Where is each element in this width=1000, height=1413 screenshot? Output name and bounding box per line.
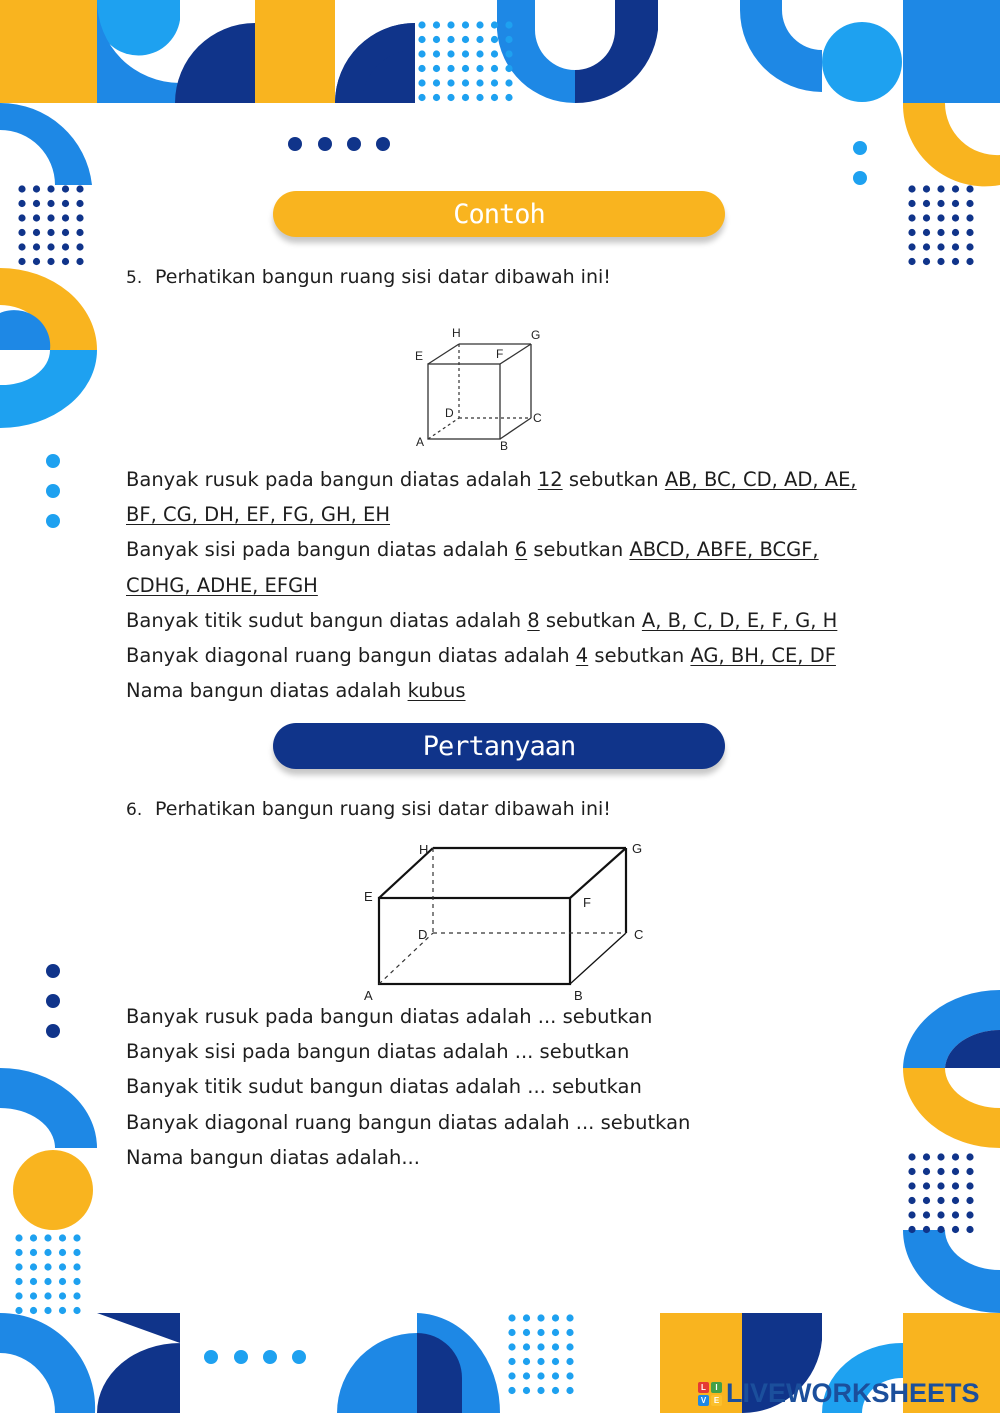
deco-shape: [13, 1150, 93, 1230]
example-prompt-text: Perhatikan bangun ruang sisi datar dibawah ini!: [155, 266, 611, 288]
deco-dot: [952, 1197, 959, 1204]
deco-dot: [566, 1343, 573, 1350]
deco-dot: [937, 214, 944, 221]
example-number: 5.: [126, 268, 143, 288]
deco-dot: [44, 1263, 51, 1270]
deco-dot: [76, 200, 83, 207]
deco-dot: [418, 65, 425, 72]
deco-dot: [15, 1234, 22, 1241]
edges-mid: sebutkan: [562, 468, 665, 491]
deco-dot: [15, 1249, 22, 1256]
deco-dot: [44, 1234, 51, 1241]
deco-dot: [952, 229, 959, 236]
question-name-line: Nama bangun diatas adalah...: [126, 1145, 420, 1169]
example-prompt: [126, 266, 611, 288]
name-answer: kubus: [407, 679, 466, 703]
deco-shape: [903, 0, 1000, 103]
deco-dot: [552, 1329, 559, 1336]
deco-dot: [908, 243, 915, 250]
deco-dot: [523, 1372, 530, 1379]
vertices-mid: sebutkan: [539, 608, 642, 632]
diagonals-count: 4: [575, 644, 589, 668]
deco-dot: [462, 79, 469, 86]
deco-dot: [76, 229, 83, 236]
deco-dot: [418, 50, 425, 57]
deco-dot: [966, 258, 973, 265]
cube-label-e: E: [415, 349, 424, 363]
deco-dot: [923, 1153, 930, 1160]
cube-label-f: F: [496, 347, 504, 361]
deco-dot: [62, 185, 69, 192]
deco-shape: [263, 1350, 277, 1364]
deco-dot: [73, 1263, 80, 1270]
question-vertices-line: Banyak titik sudut bangun diatas adalah ... sebutkan: [126, 1075, 642, 1099]
deco-dot: [62, 229, 69, 236]
deco-dot: [15, 1278, 22, 1285]
cube-edge: [428, 344, 459, 364]
deco-dot: [447, 36, 454, 43]
deco-dot: [447, 50, 454, 57]
cuboid-label-c: C: [634, 927, 644, 942]
liveworksheets-logo-icon: [698, 1382, 722, 1406]
deco-dot: [923, 1168, 930, 1175]
deco-dot: [62, 214, 69, 221]
deco-dot: [33, 258, 40, 265]
deco-dot: [908, 185, 915, 192]
deco-dot: [937, 1153, 944, 1160]
deco-dot: [30, 1249, 37, 1256]
deco-shape: [318, 137, 332, 151]
deco-dot: [505, 36, 512, 43]
cube-label-h: H: [452, 326, 461, 340]
deco-dot: [952, 258, 959, 265]
deco-dot: [18, 229, 25, 236]
deco-shape: [97, 1313, 180, 1413]
deco-dot: [505, 65, 512, 72]
contoh-banner: [273, 191, 725, 237]
deco-dot: [923, 1182, 930, 1189]
example-diagonals-line: [126, 638, 886, 673]
deco-dot: [30, 1307, 37, 1314]
deco-dot: [908, 1182, 915, 1189]
deco-dot: [952, 1182, 959, 1189]
deco-dot: [433, 79, 440, 86]
deco-dot: [552, 1358, 559, 1365]
cuboid-edge: [570, 848, 626, 898]
logo-letter: L: [698, 1382, 709, 1393]
cuboid-label-b: B: [574, 988, 583, 1003]
deco-dot: [47, 258, 54, 265]
deco-dot: [73, 1278, 80, 1285]
deco-dot: [937, 258, 944, 265]
deco-dot: [76, 214, 83, 221]
deco-dot: [537, 1343, 544, 1350]
deco-dot: [30, 1263, 37, 1270]
deco-dot: [491, 21, 498, 28]
deco-dot: [966, 1182, 973, 1189]
deco-shape: [903, 103, 1000, 186]
deco-dot: [462, 94, 469, 101]
deco-dot: [447, 65, 454, 72]
deco-dot: [552, 1372, 559, 1379]
deco-dot: [73, 1307, 80, 1314]
deco-dot: [566, 1358, 573, 1365]
deco-dot: [62, 258, 69, 265]
deco-dot: [908, 200, 915, 207]
deco-dot: [537, 1387, 544, 1394]
deco-dot: [937, 185, 944, 192]
deco-shape: [204, 1350, 218, 1364]
deco-dot: [447, 79, 454, 86]
deco-dot: [33, 229, 40, 236]
deco-dot: [18, 243, 25, 250]
deco-dot: [59, 1263, 66, 1270]
deco-dot: [18, 258, 25, 265]
deco-dot: [30, 1292, 37, 1299]
vertices-list: A, B, C, D, E, F, G, H: [641, 608, 838, 632]
deco-dot: [505, 94, 512, 101]
deco-dot: [952, 214, 959, 221]
cube-edge: [500, 418, 531, 439]
deco-shape: [255, 0, 335, 103]
deco-dot: [566, 1329, 573, 1336]
deco-shape: [46, 484, 60, 498]
deco-dot: [937, 1182, 944, 1189]
deco-dot: [508, 1372, 515, 1379]
deco-dot: [966, 200, 973, 207]
deco-dot: [30, 1234, 37, 1241]
deco-dot: [908, 1226, 915, 1233]
example-name-line: [126, 673, 886, 708]
deco-dot: [952, 243, 959, 250]
deco-dot: [952, 1211, 959, 1218]
deco-dot: [923, 1197, 930, 1204]
deco-dot: [76, 258, 83, 265]
edges-count: 12: [537, 468, 563, 491]
deco-dot: [537, 1314, 544, 1321]
deco-dot: [952, 1168, 959, 1175]
deco-dot: [47, 185, 54, 192]
contoh-banner-label: Contoh: [453, 198, 545, 230]
deco-dot: [908, 1168, 915, 1175]
deco-dot: [59, 1307, 66, 1314]
deco-dot: [923, 229, 930, 236]
deco-dot: [505, 50, 512, 57]
deco-dot: [523, 1387, 530, 1394]
deco-dot: [476, 79, 483, 86]
deco-dot: [566, 1372, 573, 1379]
deco-dot: [966, 1226, 973, 1233]
example-faces-line: [126, 532, 886, 602]
deco-dot: [44, 1278, 51, 1285]
deco-dot: [937, 1211, 944, 1218]
deco-dot: [47, 243, 54, 250]
deco-dot: [508, 1358, 515, 1365]
deco-dot: [923, 258, 930, 265]
faces-count: 6: [514, 538, 528, 562]
deco-dot: [418, 21, 425, 28]
deco-dot: [433, 94, 440, 101]
deco-dot: [952, 185, 959, 192]
deco-dot: [462, 21, 469, 28]
deco-dot: [62, 200, 69, 207]
deco-shape: [0, 350, 97, 428]
deco-dot: [44, 1249, 51, 1256]
deco-shape: [0, 103, 92, 185]
pertanyaan-banner: [273, 723, 725, 769]
question-prompt: [126, 798, 611, 820]
deco-dot: [523, 1358, 530, 1365]
deco-dot: [566, 1387, 573, 1394]
deco-shape: [337, 1333, 417, 1413]
deco-dot: [923, 243, 930, 250]
diagonals-mid: sebutkan: [588, 644, 691, 668]
deco-dot: [523, 1314, 530, 1321]
deco-dot: [537, 1358, 544, 1365]
deco-dot: [73, 1249, 80, 1256]
diagonals-list: AG, BH, CE, DF: [690, 644, 836, 668]
deco-dot: [44, 1292, 51, 1299]
deco-dot: [952, 1226, 959, 1233]
deco-dot: [47, 214, 54, 221]
deco-dot: [418, 79, 425, 86]
deco-dot: [966, 185, 973, 192]
deco-dot: [15, 1307, 22, 1314]
deco-dot: [966, 1211, 973, 1218]
deco-dot: [59, 1292, 66, 1299]
deco-dot: [476, 94, 483, 101]
deco-dot: [566, 1314, 573, 1321]
deco-dot: [952, 1153, 959, 1160]
faces-text: Banyak sisi pada bangun diatas adalah: [126, 538, 515, 562]
question-edges-line: Banyak rusuk pada bangun diatas adalah ... sebutkan: [126, 1005, 653, 1028]
deco-shape: [575, 0, 658, 103]
deco-dot: [476, 36, 483, 43]
deco-dot: [552, 1343, 559, 1350]
deco-dot: [923, 1226, 930, 1233]
deco-dot: [433, 50, 440, 57]
deco-dot: [491, 79, 498, 86]
cube-hidden-edge: [428, 418, 459, 439]
question-faces-line: Banyak sisi pada bangun diatas adalah ... sebutkan: [126, 1040, 630, 1064]
cube-figure: [410, 322, 560, 454]
deco-dot: [76, 185, 83, 192]
deco-dot: [552, 1387, 559, 1394]
vertices-text: Banyak titik sudut bangun diatas adalah: [126, 608, 528, 632]
deco-dot: [476, 65, 483, 72]
deco-shape: [46, 1024, 60, 1038]
question-lines: [126, 999, 886, 1175]
deco-dot: [59, 1234, 66, 1241]
deco-dot: [966, 1197, 973, 1204]
question-diagonals-line: Banyak diagonal ruang bangun diatas adalah ... sebutkan: [126, 1110, 691, 1134]
example-answers: [126, 462, 886, 708]
deco-dot: [966, 1168, 973, 1175]
deco-shape: [347, 137, 361, 151]
logo-letter: V: [698, 1395, 709, 1406]
vertices-count: 8: [527, 608, 540, 632]
deco-dot: [491, 65, 498, 72]
deco-dot: [966, 229, 973, 236]
deco-dot: [937, 1226, 944, 1233]
deco-dot: [491, 94, 498, 101]
deco-dot: [952, 200, 959, 207]
edges-list: AB, BC, CD, AD, AE, BF, CG, DH, EF, FG, GH, EH: [126, 468, 857, 527]
deco-dot: [33, 243, 40, 250]
cuboid-label-h: H: [419, 842, 429, 857]
deco-dot: [523, 1329, 530, 1336]
example-edges-line: [126, 462, 886, 532]
cuboid-label-e: E: [364, 889, 373, 904]
logo-letter: I: [711, 1382, 722, 1393]
deco-dot: [33, 200, 40, 207]
cuboid-label-f: F: [583, 895, 591, 910]
deco-dot: [908, 1211, 915, 1218]
deco-dot: [15, 1263, 22, 1270]
deco-shape: [46, 514, 60, 528]
deco-dot: [923, 214, 930, 221]
deco-shape: [822, 22, 902, 102]
deco-dot: [537, 1329, 544, 1336]
deco-dot: [923, 200, 930, 207]
example-vertices-line: [126, 603, 886, 638]
deco-dot: [447, 21, 454, 28]
deco-dot: [47, 200, 54, 207]
deco-shape: [0, 1313, 95, 1413]
deco-shape: [903, 1068, 1000, 1148]
deco-dot: [966, 243, 973, 250]
question-prompt-text: Perhatikan bangun ruang sisi datar dibawah ini!: [155, 798, 611, 820]
deco-dot: [937, 1168, 944, 1175]
deco-dot: [908, 214, 915, 221]
deco-dot: [937, 1197, 944, 1204]
deco-dot: [491, 36, 498, 43]
deco-dot: [937, 243, 944, 250]
cuboid-front-face: [379, 898, 570, 984]
watermark-text: LIVEWORKSHEETS: [726, 1378, 980, 1408]
cuboid-edge: [570, 933, 626, 984]
deco-dot: [508, 1387, 515, 1394]
deco-dot: [447, 94, 454, 101]
deco-dot: [508, 1329, 515, 1336]
deco-dot: [76, 243, 83, 250]
deco-dot: [433, 36, 440, 43]
deco-shape: [853, 141, 867, 155]
deco-dot: [923, 1211, 930, 1218]
faces-list: ABCD, ABFE, BCGF, CDHG, ADHE, EFGH: [126, 538, 819, 597]
cube-front-face: [428, 364, 500, 439]
deco-shape: [740, 0, 822, 92]
deco-dot: [73, 1292, 80, 1299]
deco-dot: [18, 200, 25, 207]
deco-dot: [552, 1314, 559, 1321]
deco-dot: [73, 1234, 80, 1241]
deco-dot: [908, 258, 915, 265]
deco-dot: [44, 1307, 51, 1314]
cuboid-figure: [355, 836, 655, 1006]
deco-dot: [476, 50, 483, 57]
cuboid-label-g: G: [632, 841, 643, 856]
deco-shape: [46, 454, 60, 468]
deco-dot: [62, 243, 69, 250]
deco-shape: [292, 1350, 306, 1364]
logo-letter: E: [711, 1395, 722, 1406]
deco-dot: [491, 50, 498, 57]
cube-label-c: C: [533, 411, 542, 425]
deco-dot: [508, 1343, 515, 1350]
deco-dot: [966, 1153, 973, 1160]
pertanyaan-banner-label: Pertanyaan: [422, 730, 576, 762]
name-text: Nama bangun diatas adalah: [126, 679, 408, 703]
deco-dot: [462, 65, 469, 72]
deco-shape: [288, 137, 302, 151]
deco-dot: [508, 1314, 515, 1321]
deco-dot: [537, 1372, 544, 1379]
cube-label-a: A: [416, 435, 425, 449]
deco-dot: [505, 21, 512, 28]
deco-dot: [462, 36, 469, 43]
deco-dot: [33, 214, 40, 221]
deco-dot: [418, 36, 425, 43]
deco-dot: [476, 21, 483, 28]
question-number: 6.: [126, 800, 143, 820]
deco-shape: [175, 23, 255, 103]
deco-shape: [234, 1350, 248, 1364]
deco-dot: [433, 21, 440, 28]
deco-dot: [18, 214, 25, 221]
cube-label-d: D: [445, 406, 454, 420]
deco-dot: [923, 185, 930, 192]
deco-dot: [908, 1197, 915, 1204]
deco-dot: [523, 1343, 530, 1350]
deco-shape: [0, 0, 97, 103]
deco-shape: [46, 994, 60, 1008]
deco-dot: [18, 185, 25, 192]
deco-dot: [59, 1249, 66, 1256]
faces-mid: sebutkan: [527, 538, 630, 562]
deco-dot: [908, 1153, 915, 1160]
deco-dot: [47, 229, 54, 236]
liveworksheets-watermark: [698, 1378, 980, 1409]
deco-shape: [0, 1068, 97, 1148]
cuboid-label-d: D: [418, 927, 428, 942]
deco-dot: [30, 1278, 37, 1285]
deco-dot: [505, 79, 512, 86]
deco-dot: [462, 50, 469, 57]
deco-dot: [966, 214, 973, 221]
deco-shape: [903, 1230, 1000, 1313]
deco-shape: [853, 171, 867, 185]
edges-text: Banyak rusuk pada bangun diatas adalah: [126, 468, 538, 491]
cube-edge: [500, 344, 531, 364]
deco-dot: [937, 200, 944, 207]
deco-dot: [418, 94, 425, 101]
deco-dot: [908, 229, 915, 236]
deco-dot: [433, 65, 440, 72]
deco-shape: [46, 964, 60, 978]
deco-dot: [33, 185, 40, 192]
deco-dot: [15, 1292, 22, 1299]
cuboid-label-a: A: [364, 988, 373, 1003]
cube-label-b: B: [500, 439, 509, 453]
deco-shape: [376, 137, 390, 151]
cube-label-g: G: [531, 328, 541, 342]
deco-dot: [937, 229, 944, 236]
deco-dot: [59, 1278, 66, 1285]
diagonals-text: Banyak diagonal ruang bangun diatas adalah: [126, 644, 576, 668]
